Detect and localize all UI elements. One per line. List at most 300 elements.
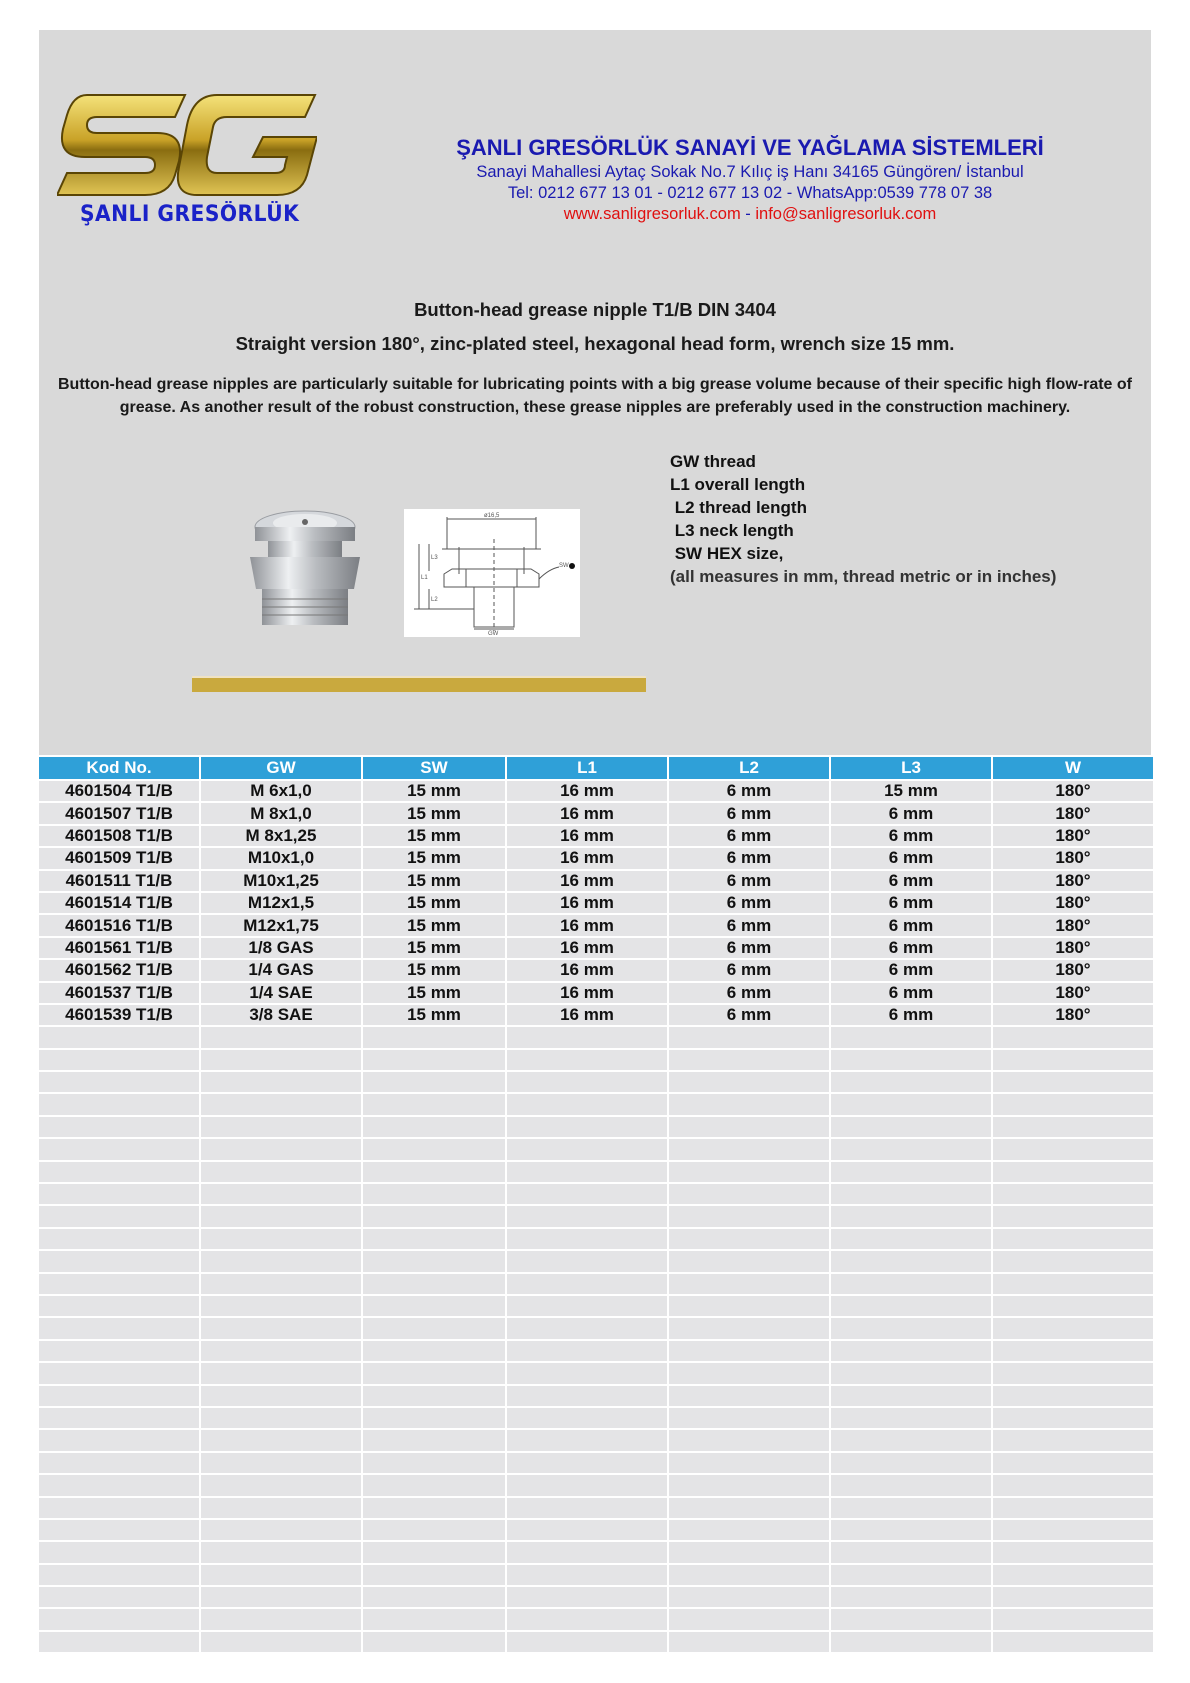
table-cell: M 6x1,0	[201, 781, 361, 801]
empty-table-cell	[363, 1341, 505, 1361]
l1-label: L1	[421, 575, 428, 581]
empty-table-row	[39, 1498, 1153, 1518]
empty-table-cell	[669, 1117, 829, 1137]
empty-table-cell	[39, 1609, 199, 1629]
table-cell: 180°	[993, 983, 1153, 1003]
empty-table-cell	[831, 1565, 991, 1585]
empty-table-row	[39, 1251, 1153, 1271]
empty-table-cell	[39, 1363, 199, 1383]
empty-table-cell	[39, 1453, 199, 1473]
table-cell: 3/8 SAE	[201, 1005, 361, 1025]
empty-table-cell	[831, 1542, 991, 1562]
table-cell: 6 mm	[831, 871, 991, 891]
table-row	[39, 871, 1153, 891]
table-cell: 15 mm	[363, 871, 505, 891]
empty-table-cell	[831, 1094, 991, 1114]
table-row	[39, 1005, 1153, 1025]
empty-table-cell	[363, 1162, 505, 1182]
empty-table-cell	[993, 1475, 1153, 1495]
gw-label: GW	[488, 631, 499, 637]
empty-table-cell	[363, 1565, 505, 1585]
table-cell: 15 mm	[831, 781, 991, 801]
empty-table-cell	[993, 1027, 1153, 1047]
empty-table-cell	[363, 1274, 505, 1294]
empty-table-cell	[39, 1430, 199, 1450]
empty-table-row	[39, 1453, 1153, 1473]
empty-table-row	[39, 1274, 1153, 1294]
table-cell: 6 mm	[831, 1005, 991, 1025]
table-cell: 6 mm	[669, 960, 829, 980]
empty-table-cell	[669, 1050, 829, 1070]
empty-table-cell	[831, 1475, 991, 1495]
empty-table-cell	[831, 1206, 991, 1226]
empty-table-cell	[831, 1251, 991, 1271]
l2-label: L2	[431, 597, 438, 603]
empty-table-cell	[363, 1206, 505, 1226]
empty-table-cell	[201, 1341, 361, 1361]
table-cell: 6 mm	[669, 983, 829, 1003]
table-cell: 4601511 T1/B	[39, 871, 199, 891]
empty-table-cell	[363, 1072, 505, 1092]
empty-table-cell	[669, 1251, 829, 1271]
column-header: L2	[669, 757, 829, 779]
empty-table-cell	[507, 1274, 667, 1294]
empty-table-row	[39, 1139, 1153, 1159]
empty-table-cell	[201, 1139, 361, 1159]
table-cell: 6 mm	[669, 1005, 829, 1025]
logo-text: ŞANLI GRESÖRLÜK	[80, 202, 300, 227]
table-cell: 6 mm	[669, 781, 829, 801]
empty-table-cell	[39, 1117, 199, 1137]
empty-table-cell	[363, 1318, 505, 1338]
empty-table-row	[39, 1408, 1153, 1428]
column-header: L1	[507, 757, 667, 779]
table-cell: 4601562 T1/B	[39, 960, 199, 980]
empty-table-cell	[831, 1184, 991, 1204]
empty-table-cell	[669, 1587, 829, 1607]
empty-table-cell	[993, 1318, 1153, 1338]
empty-table-cell	[507, 1475, 667, 1495]
table-cell: 4601539 T1/B	[39, 1005, 199, 1025]
empty-table-cell	[507, 1094, 667, 1114]
empty-table-cell	[831, 1027, 991, 1047]
table-cell: 1/4 SAE	[201, 983, 361, 1003]
empty-table-cell	[201, 1498, 361, 1518]
empty-table-cell	[201, 1274, 361, 1294]
empty-table-cell	[993, 1296, 1153, 1316]
empty-table-cell	[39, 1386, 199, 1406]
table-cell: 4601507 T1/B	[39, 803, 199, 823]
empty-table-cell	[363, 1587, 505, 1607]
empty-table-cell	[831, 1050, 991, 1070]
empty-table-cell	[201, 1453, 361, 1473]
dimension-drawing-icon	[404, 509, 580, 637]
company-web-line	[400, 204, 1100, 225]
empty-table-cell	[507, 1027, 667, 1047]
empty-table-row	[39, 1475, 1153, 1495]
empty-table-row	[39, 1027, 1153, 1047]
empty-table-row	[39, 1296, 1153, 1316]
spec-table	[37, 755, 1155, 1654]
empty-table-row	[39, 1632, 1153, 1652]
product-subtitle: Straight version 180°, zinc-plated steel, hexagonal head form, wrench size 15 mm.	[235, 333, 955, 354]
table-cell: 6 mm	[831, 938, 991, 958]
email-link[interactable]: info@sanligresorluk.com	[755, 205, 937, 223]
empty-table-cell	[363, 1229, 505, 1249]
empty-table-cell	[39, 1162, 199, 1182]
empty-table-cell	[831, 1453, 991, 1473]
table-cell: 180°	[993, 960, 1153, 980]
empty-table-row	[39, 1117, 1153, 1137]
empty-table-cell	[993, 1162, 1153, 1182]
legend-item: SW HEX size,	[670, 544, 784, 563]
empty-table-cell	[831, 1162, 991, 1182]
empty-table-cell	[201, 1632, 361, 1652]
table-cell: 4601516 T1/B	[39, 915, 199, 935]
table-cell: 6 mm	[831, 915, 991, 935]
empty-table-cell	[39, 1206, 199, 1226]
empty-table-cell	[669, 1162, 829, 1182]
empty-table-cell	[993, 1587, 1153, 1607]
empty-table-cell	[669, 1229, 829, 1249]
empty-table-row	[39, 1587, 1153, 1607]
empty-table-cell	[831, 1318, 991, 1338]
table-row	[39, 960, 1153, 980]
empty-table-cell	[831, 1341, 991, 1361]
table-cell: 6 mm	[831, 848, 991, 868]
empty-table-cell	[201, 1520, 361, 1540]
table-cell: 180°	[993, 781, 1153, 801]
grease-nipple-photo	[250, 505, 365, 630]
empty-table-cell	[201, 1430, 361, 1450]
table-body	[39, 781, 1153, 1652]
table-cell: 15 mm	[363, 983, 505, 1003]
empty-table-cell	[831, 1430, 991, 1450]
empty-table-cell	[993, 1050, 1153, 1070]
empty-table-cell	[993, 1139, 1153, 1159]
empty-table-cell	[993, 1520, 1153, 1540]
table-row	[39, 893, 1153, 913]
empty-table-cell	[831, 1363, 991, 1383]
column-header: SW	[363, 757, 505, 779]
sw-label: SW	[559, 563, 569, 569]
empty-table-cell	[39, 1229, 199, 1249]
table-cell: 15 mm	[363, 960, 505, 980]
empty-table-cell	[507, 1341, 667, 1361]
empty-table-cell	[39, 1565, 199, 1585]
empty-table-cell	[39, 1274, 199, 1294]
empty-table-cell	[363, 1632, 505, 1652]
table-cell: M 8x1,25	[201, 826, 361, 846]
empty-table-cell	[39, 1184, 199, 1204]
table-cell: 15 mm	[363, 893, 505, 913]
empty-table-cell	[39, 1341, 199, 1361]
empty-table-cell	[363, 1296, 505, 1316]
table-row	[39, 938, 1153, 958]
empty-table-cell	[507, 1386, 667, 1406]
table-header-row	[39, 757, 1153, 779]
table-row	[39, 781, 1153, 801]
empty-table-cell	[201, 1363, 361, 1383]
table-cell: 6 mm	[669, 826, 829, 846]
empty-table-cell	[39, 1050, 199, 1070]
legend-item: GW thread	[670, 452, 756, 471]
table-cell: 6 mm	[831, 826, 991, 846]
table-cell: 4601514 T1/B	[39, 893, 199, 913]
l3-label: L3	[431, 555, 438, 561]
empty-table-cell	[363, 1430, 505, 1450]
empty-table-cell	[201, 1386, 361, 1406]
empty-table-cell	[201, 1229, 361, 1249]
empty-table-cell	[669, 1139, 829, 1159]
table-row	[39, 826, 1153, 846]
empty-table-cell	[507, 1609, 667, 1629]
table-cell: 16 mm	[507, 938, 667, 958]
empty-table-cell	[669, 1565, 829, 1585]
empty-table-cell	[993, 1229, 1153, 1249]
empty-table-row	[39, 1542, 1153, 1562]
empty-table-cell	[669, 1363, 829, 1383]
empty-table-cell	[993, 1408, 1153, 1428]
empty-table-cell	[507, 1453, 667, 1473]
table-cell: 1/4 GAS	[201, 960, 361, 980]
empty-table-cell	[39, 1498, 199, 1518]
empty-table-cell	[831, 1408, 991, 1428]
empty-table-cell	[507, 1430, 667, 1450]
empty-table-cell	[363, 1027, 505, 1047]
empty-table-cell	[201, 1117, 361, 1137]
table-cell: 1/8 GAS	[201, 938, 361, 958]
empty-table-cell	[993, 1542, 1153, 1562]
table-cell: M10x1,25	[201, 871, 361, 891]
empty-table-cell	[831, 1386, 991, 1406]
empty-table-cell	[831, 1072, 991, 1092]
table-cell: 15 mm	[363, 848, 505, 868]
empty-table-cell	[39, 1632, 199, 1652]
column-header: W	[993, 757, 1153, 779]
empty-table-cell	[669, 1274, 829, 1294]
empty-table-cell	[363, 1117, 505, 1137]
table-cell: 6 mm	[669, 938, 829, 958]
website-link[interactable]: www.sanligresorluk.com	[563, 205, 741, 223]
empty-table-cell	[507, 1050, 667, 1070]
empty-table-cell	[201, 1565, 361, 1585]
empty-table-cell	[39, 1520, 199, 1540]
table-cell: 16 mm	[507, 848, 667, 868]
empty-table-cell	[831, 1274, 991, 1294]
table-cell: M10x1,0	[201, 848, 361, 868]
legend-item: L1 overall length	[670, 475, 806, 494]
table-cell: 16 mm	[507, 871, 667, 891]
empty-table-row	[39, 1318, 1153, 1338]
web-separator: -	[740, 205, 756, 223]
table-cell: 180°	[993, 893, 1153, 913]
table-cell: 16 mm	[507, 915, 667, 935]
empty-table-cell	[201, 1408, 361, 1428]
empty-table-cell	[993, 1386, 1153, 1406]
empty-table-cell	[993, 1072, 1153, 1092]
empty-table-cell	[39, 1542, 199, 1562]
technical-drawing	[404, 509, 580, 637]
empty-table-cell	[363, 1094, 505, 1114]
empty-table-cell	[831, 1587, 991, 1607]
empty-table-cell	[993, 1430, 1153, 1450]
table-cell: 4601537 T1/B	[39, 983, 199, 1003]
empty-table-cell	[201, 1072, 361, 1092]
empty-table-cell	[507, 1162, 667, 1182]
table-cell: 16 mm	[507, 1005, 667, 1025]
table-cell: 16 mm	[507, 893, 667, 913]
empty-table-cell	[363, 1609, 505, 1629]
empty-table-row	[39, 1341, 1153, 1361]
table-cell: 180°	[993, 1005, 1153, 1025]
empty-table-cell	[39, 1139, 199, 1159]
table-cell: 6 mm	[831, 803, 991, 823]
empty-table-row	[39, 1050, 1153, 1070]
table-cell: 15 mm	[363, 781, 505, 801]
empty-table-cell	[39, 1251, 199, 1271]
empty-table-cell	[993, 1609, 1153, 1629]
empty-table-cell	[993, 1274, 1153, 1294]
empty-table-cell	[507, 1072, 667, 1092]
table-row	[39, 848, 1153, 868]
table-cell: 6 mm	[669, 893, 829, 913]
empty-table-cell	[201, 1206, 361, 1226]
empty-table-cell	[507, 1498, 667, 1518]
empty-table-cell	[993, 1565, 1153, 1585]
table-cell: 4601509 T1/B	[39, 848, 199, 868]
empty-table-cell	[993, 1206, 1153, 1226]
empty-table-cell	[507, 1587, 667, 1607]
empty-table-cell	[669, 1609, 829, 1629]
table-cell: 180°	[993, 803, 1153, 823]
empty-table-cell	[669, 1341, 829, 1361]
empty-table-cell	[507, 1565, 667, 1585]
empty-table-row	[39, 1094, 1153, 1114]
empty-table-cell	[39, 1072, 199, 1092]
empty-table-cell	[669, 1296, 829, 1316]
empty-table-cell	[363, 1050, 505, 1070]
empty-table-cell	[993, 1632, 1153, 1652]
empty-table-cell	[201, 1609, 361, 1629]
empty-table-cell	[39, 1475, 199, 1495]
empty-table-cell	[507, 1318, 667, 1338]
empty-table-row	[39, 1229, 1153, 1249]
empty-table-row	[39, 1386, 1153, 1406]
empty-table-cell	[669, 1318, 829, 1338]
table-cell: 16 mm	[507, 781, 667, 801]
empty-table-row	[39, 1162, 1153, 1182]
table-cell: 6 mm	[669, 915, 829, 935]
empty-table-cell	[669, 1206, 829, 1226]
empty-table-cell	[507, 1363, 667, 1383]
empty-table-cell	[507, 1206, 667, 1226]
empty-table-cell	[669, 1408, 829, 1428]
legend-note: (all measures in mm, thread metric or in inches)	[670, 567, 1057, 586]
empty-table-cell	[201, 1094, 361, 1114]
empty-table-cell	[39, 1027, 199, 1047]
empty-table-row	[39, 1609, 1153, 1629]
empty-table-cell	[363, 1520, 505, 1540]
empty-table-cell	[993, 1363, 1153, 1383]
product-title: Button-head grease nipple T1/B DIN 3404	[414, 299, 776, 320]
empty-table-row	[39, 1184, 1153, 1204]
empty-table-cell	[993, 1453, 1153, 1473]
empty-table-row	[39, 1430, 1153, 1450]
company-address: Sanayi Mahallesi Aytaç Sokak No.7 Kılıç iş Hanı 34165 Güngören/ İstanbul	[476, 163, 1024, 181]
empty-table-cell	[831, 1229, 991, 1249]
empty-table-cell	[507, 1632, 667, 1652]
table-cell: 6 mm	[831, 983, 991, 1003]
company-phone: Tel: 0212 677 13 01 - 0212 677 13 02 - WhatsApp:0539 778 07 38	[507, 184, 993, 202]
table-cell: 16 mm	[507, 826, 667, 846]
empty-table-cell	[201, 1184, 361, 1204]
empty-table-cell	[39, 1094, 199, 1114]
table-cell: 15 mm	[363, 803, 505, 823]
table-row	[39, 803, 1153, 823]
empty-table-cell	[993, 1094, 1153, 1114]
empty-table-cell	[993, 1251, 1153, 1271]
table-cell: 180°	[993, 915, 1153, 935]
empty-table-cell	[669, 1072, 829, 1092]
table-cell: 6 mm	[669, 803, 829, 823]
table-row	[39, 983, 1153, 1003]
empty-table-cell	[363, 1453, 505, 1473]
empty-table-cell	[201, 1475, 361, 1495]
empty-table-row	[39, 1206, 1153, 1226]
empty-table-cell	[831, 1632, 991, 1652]
empty-table-cell	[669, 1184, 829, 1204]
empty-table-cell	[363, 1542, 505, 1562]
empty-table-cell	[363, 1139, 505, 1159]
table-cell: M12x1,75	[201, 915, 361, 935]
table-cell: 180°	[993, 871, 1153, 891]
table-cell: M12x1,5	[201, 893, 361, 913]
empty-table-row	[39, 1072, 1153, 1092]
empty-table-cell	[201, 1162, 361, 1182]
empty-table-cell	[201, 1587, 361, 1607]
empty-table-row	[39, 1565, 1153, 1585]
empty-table-cell	[363, 1251, 505, 1271]
table-cell: 180°	[993, 938, 1153, 958]
table-cell: M 8x1,0	[201, 803, 361, 823]
table-cell: 180°	[993, 848, 1153, 868]
table-cell: 16 mm	[507, 983, 667, 1003]
empty-table-cell	[363, 1363, 505, 1383]
legend-item: L3 neck length	[670, 521, 794, 540]
empty-table-row	[39, 1520, 1153, 1540]
empty-table-cell	[363, 1408, 505, 1428]
table-cell: 16 mm	[507, 960, 667, 980]
empty-table-cell	[831, 1296, 991, 1316]
dimension-legend	[670, 450, 1056, 588]
empty-table-cell	[669, 1386, 829, 1406]
empty-table-cell	[993, 1341, 1153, 1361]
empty-table-cell	[39, 1318, 199, 1338]
empty-table-cell	[39, 1587, 199, 1607]
empty-table-cell	[831, 1520, 991, 1540]
empty-table-cell	[201, 1027, 361, 1047]
empty-table-cell	[507, 1184, 667, 1204]
empty-table-cell	[201, 1296, 361, 1316]
company-header	[400, 134, 1100, 225]
empty-table-cell	[993, 1117, 1153, 1137]
empty-table-cell	[363, 1498, 505, 1518]
product-description: Button-head grease nipples are particularly suitable for lubricating points with a big grease volume because of their specific high flow-rate of grease. As another result of the robust construction, these grease nipples are preferably used in the construction machinery.	[58, 376, 1132, 416]
empty-table-cell	[669, 1027, 829, 1047]
empty-table-cell	[669, 1475, 829, 1495]
empty-table-cell	[201, 1318, 361, 1338]
